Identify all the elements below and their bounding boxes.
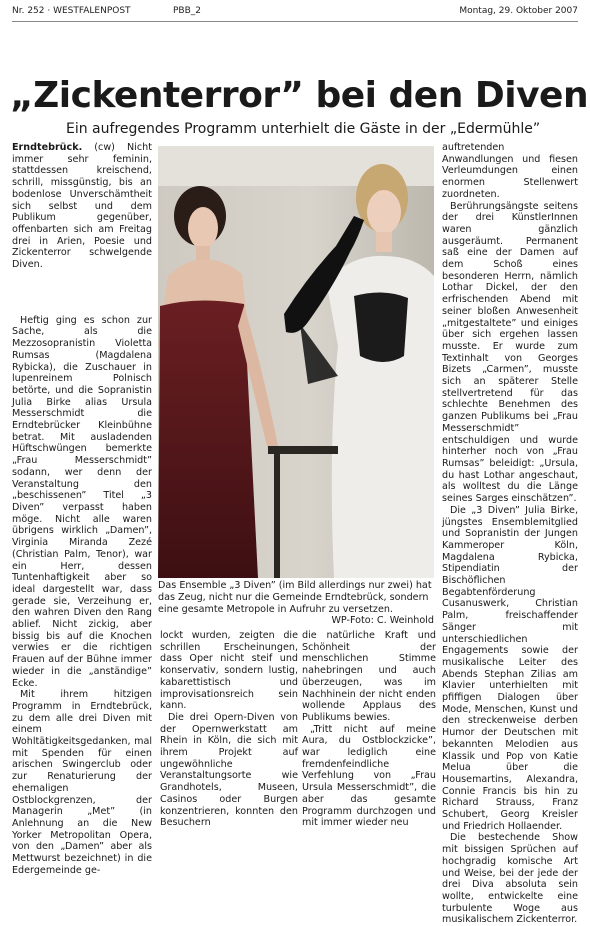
lead-text: Nicht immer sehr feminin, stattdessen kreischend, schrill, missgünstig, bis an bodenlose Unverschämtheit sich selbst und dem Publikum gegenüber, offenbarten sich am Freitag drei in Arien, Poesie und Zickenterror schwelgende Diven. [12, 142, 152, 271]
lead-paragraph [12, 142, 152, 271]
photo-caption [158, 580, 434, 627]
paragraph: lockt wurden, zeigten die schrillen Erscheinungen, dass Oper nicht steif und konservativ, sondern lustig, kabarettistisch und improvisationsreich sein kann. [160, 630, 298, 712]
paragraph: Mit ihrem hitzigen Programm in Erndtebrück, zu dem alle drei Diven mit einem Wohltätigkeitsgedanken, mal mit Spenden für einen arischen Swingerclub oder zur Renaturierung der ehemaligen Ostblockgrenzen, der Managerin „Met” (in Anlehnung an die New Yorker Metropolitan Opera, von den „Damen” aber als Mettwurst bezeichnet) in die Edergemeinde ge- [12, 689, 152, 876]
article-column-4 [442, 142, 578, 926]
paragraph: Berührungsängste seitens der drei KünstlerInnen waren gänzlich ausgeräumt. Permanent saß eine der Damen auf dem Schoß eines besonderen Herrn, nämlich Lothar Dickel, der den erfrischenden Abend mit seiner bloßen Anwesenheit „mitgestaltete” und einiges über sich ergehen lassen musste. Er wurde zum Textinhalt von Georges Bizets „Carmen”, musste sich an späterer Stelle stellvertretend für das schlechte Benehmen des ganzen Publikums bei „Frau Messerschmidt” entschuldigen und wurde hinterher noch von „Frau Rumsas” beleidigt: „Ursula, du hast Lothar angeschaut, als wolltest du die Länge seines Sarges einschätzen”. [442, 200, 578, 505]
article-column-3 [302, 630, 436, 829]
headline: „Zickenterror” bei den Diven [10, 75, 589, 116]
page-code: PBB_2 [173, 6, 202, 16]
article-column-2 [160, 630, 298, 829]
issue-info: Nr. 252 · WESTFALENPOST [12, 6, 131, 16]
issue-date: Montag, 29. Oktober 2007 [459, 6, 578, 16]
paragraph: Die drei Opern-Diven von der Opernwerkstatt am Rhein in Köln, die sich mit ihrem Projekt auf ungewöhnliche Veranstaltungsorte wie Grandhotels, Museen, Casinos oder Burgen konzentrieren, konnten den Besuchern [160, 711, 298, 829]
paragraph: „Tritt nicht auf meine Aura, du Ostblockzicke”, war lediglich eine fremdenfeindliche Verfehlung von „Frau Ursula Messerschmidt”, die aber das gesamte Programm durchzogen und mit immer wieder neu [302, 723, 436, 829]
paragraph: Die bestechende Show mit bissigen Sprüchen auf hochgradig komische Art und Weise, bei der jede der drei Diva absoluta sein wollte, entwickelte eine turbulente Woge aus musikalischem Zickenterror. [442, 832, 578, 926]
author-tag: (cw) [82, 142, 115, 153]
paragraph: Heftig ging es schon zur Sache, als die Mezzosopranistin Violetta Rumsas (Magdalena Rybicka), die Zuschauer in lupenreinem Polnisch betörte, und die Sopranistin Julia Birke alias Ursula Messerschmidt die Erndtebrücker Kleinbühne betrat. Mit ausladenden Hüftschwüngen bemerkte „Frau Messerschmidt” sodann, wer denn der Veranstaltung den „beschissenen” Titel „3 Diven” verpasst haben möge. Nicht alle waren übrigens wirklich „Damen”, Virginia Miranda Zezé (Christian Palm, Tenor), war ein Herr, dessen Tuntenhaftigkeit aber so ideal dargestellt war, dass gerade sie, Verzeihung er, den wahren Diven den Rang ablief. Nicht zickig, aber bissig bis auf die Knochen verwies er die richtigen Frauen auf der Bühne immer wieder in die „anständige” Ecke. [12, 314, 152, 689]
caption-text: Das Ensemble „3 Diven” (im Bild allerdings nur zwei) hat das Zeug, nicht nur die Gemeinde Erndtebrück, sondern eine gesamte Metropole in Aufruhr zu versetzen. [158, 580, 432, 615]
ensemble-photo [158, 146, 434, 578]
paragraph: auftretenden Anwandlungen und fiesen Verleumdungen einen enormen Stellenwert zuordneten. [442, 142, 578, 200]
article-column-1 [12, 142, 152, 876]
page-header [12, 6, 578, 20]
photo-illustration [158, 146, 434, 578]
header-rule [12, 21, 578, 22]
photo-credit: WP-Foto: C. Weinhold [331, 615, 434, 627]
dateline: Erndtebrück. [12, 142, 83, 153]
subheadline: Ein aufregendes Programm unterhielt die Gäste in der „Edermühle” [66, 121, 541, 137]
paragraph: die natürliche Kraft und Schönheit der menschlichen Stimme nahebringen und auch überzeugen, was im Nachhinein der nicht enden wollende Applaus des Publikums bewies. [302, 630, 436, 723]
paragraph: Die „3 Diven” Julia Birke, jüngstes Ensemblemitglied und Sopranistin der Jungen Kammeroper Köln, Magdalena Rybicka, Stipendiatin der Bischöflichen Begabtenförderung Cusanuswerk, Christian Palm, freischaffender Sänger mit unterschiedlichen Engagements sowie der musikalische Leiter des Abends Stephan Zilias am Klavier unterhielten mit pfiffigen Dialogen über Mode, Menschen, Kunst und den streckenweise derben Humor der Deutschen mit bekannten Melodien aus Klassik und Pop von Katie Melua über die Housemartins, Alexandra, Connie Francis bis hin zu Richard Strauss, Franz Schubert, Georg Kreisler und Friedrich Hollaender. [442, 504, 578, 832]
